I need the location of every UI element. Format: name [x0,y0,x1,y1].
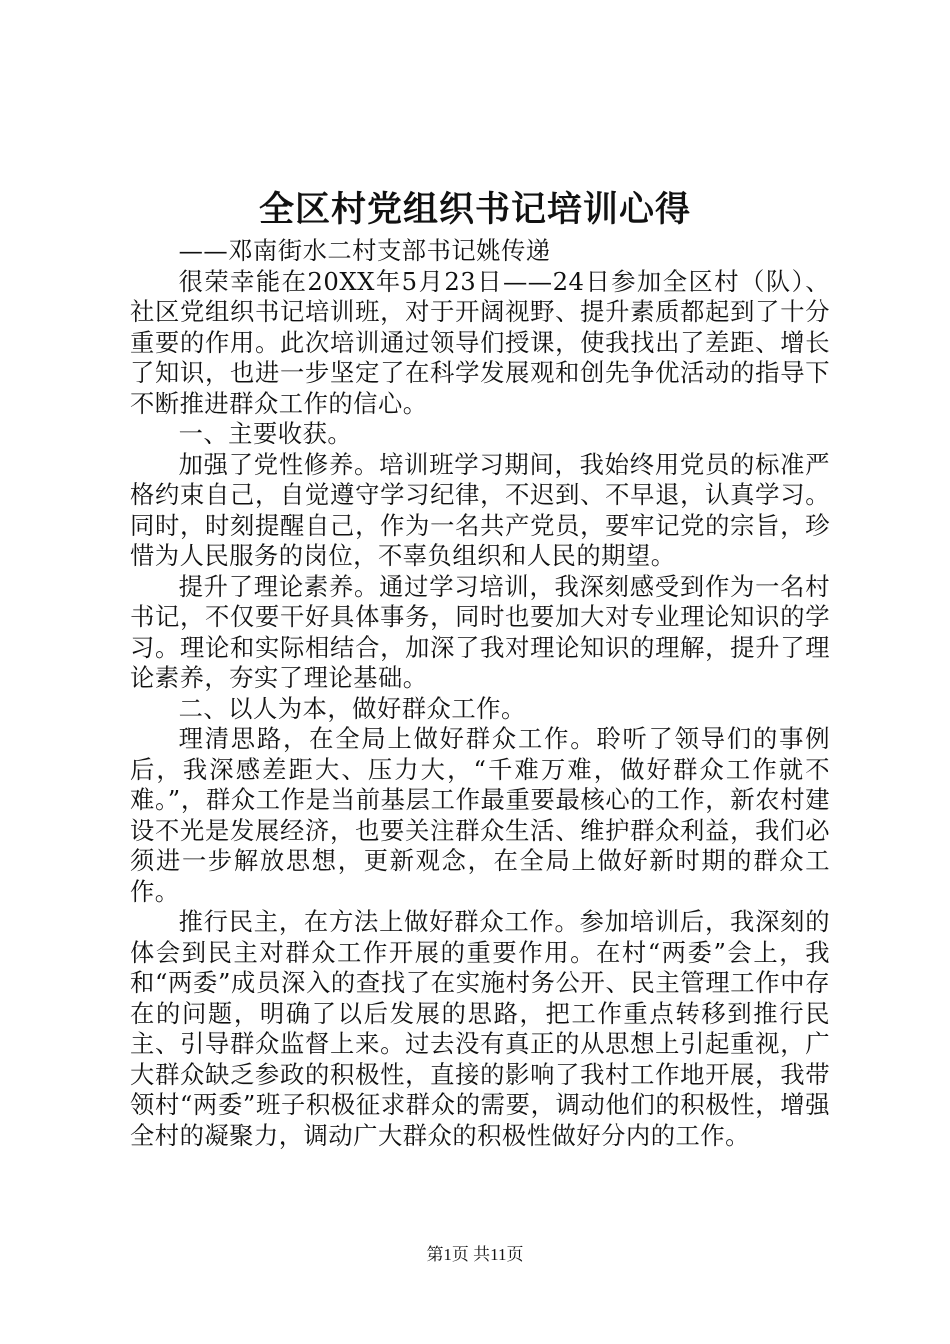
paragraph-party-spirit: 加强了党性修养。培训班学习期间，我始终用党员的标准严格约束自己，自觉遵守学习纪律，不迟到、不早退，认真学习。同时，时刻提醒自己，作为一名共产党员，要牢记党的宗旨，珍惜为人民服务的岗位，不辜负组织和人民的期望。 [130,449,830,570]
section-heading-2: 二、以人为本，做好群众工作。 [178,693,526,723]
section-heading-1: 一、主要收获。 [178,419,353,448]
paragraph-intro: 很荣幸能在20XX年5月23日——24日参加全区村（队）、社区党组织书记培训班，对于开阔视野、提升素质都起到了十分重要的作用。此次培训通过领导们授课，使我找出了差距、增长了知识，也进一步坚定了在科学发展观和创先争优活动的指导下不断推进群众工作的信心。 [130,266,830,418]
paragraph-theory: 提升了理论素养。通过学习培训，我深刻感受到作为一名村书记，不仅要干好具体事务，同时也要加大对专业理论知识的学习。理论和实际相结合，加深了我对理论知识的理解，提升了理论素养，夯实了理论基础。 [130,571,830,692]
document-title: 全区村党组织书记培训心得 [258,189,691,230]
document-body [130,236,830,1151]
paragraph-democracy: 推行民主，在方法上做好群众工作。参加培训后，我深刻的体会到民主对群众工作开展的重要作用。在村“两委”会上，我和“两委”成员深入的查找了在实施村务公开、民主管理工作中存在的问题，明确了以后发展的思路，把工作重点转移到推行民主、引导群众监督上来。过去没有真正的从思想上引起重视，广大群众缺乏参政的积极性，直接的影响了我村工作地开展，我带领村“两委”班子积极征求群众的需要，调动他们的积极性，增强全村的凝聚力，调动广大群众的积极性做好分内的工作。 [130,907,830,1150]
author-line: ——邓南街水二村支部书记姚传递 [178,236,551,265]
paragraph-clear-thinking: 理清思路，在全局上做好群众工作。聆听了领导们的事例后，我深感差距大、压力大，“千难万难，做好群众工作就不难。”，群众工作是当前基层工作最重要最核心的工作，新农村建设不光是发展经济，也要关注群众生活、维护群众利益，我们必须进一步解放思想，更新观念，在全局上做好新时期的群众工作。 [130,724,830,906]
page-number-footer: 第1页 共11页 [426,1245,524,1264]
